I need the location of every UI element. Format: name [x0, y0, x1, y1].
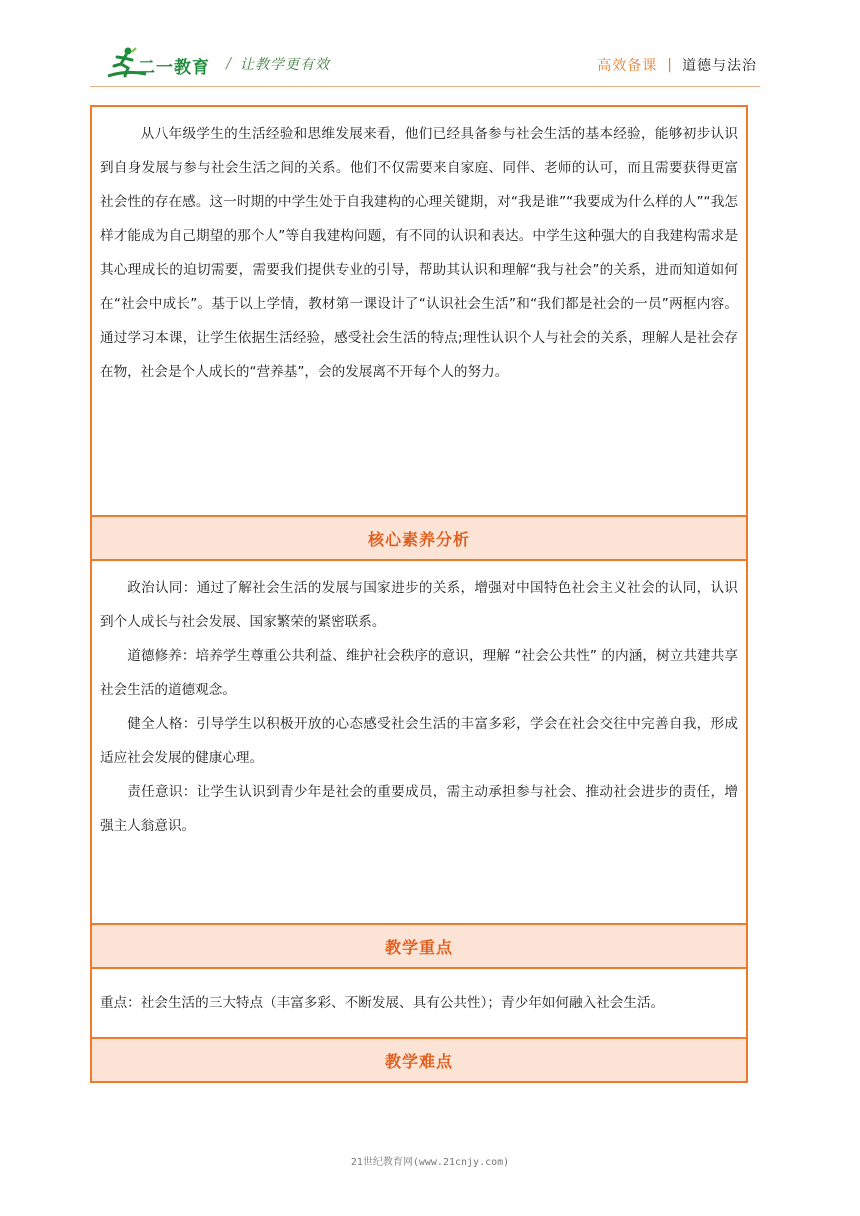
- page-header: [0, 0, 860, 90]
- core-cell: [92, 559, 746, 923]
- core-heading-cell: [92, 515, 746, 559]
- intro-paragraph: 从八年级学生的生活经验和思维发展来看，他们已经具备参与社会生活的基本经验，能够初步认识到自身发展与参与社会生活之间的关系。他们不仅需要来自家庭、同伴、老师的认可，而且需要获得更富社会性的存在感。这一时期的中学生处于自我建构的心理关键期，对“我是谁”“我要成为什么样的人”“我怎样才能成为自己期望的那个人”等自我建构问题，有不同的认识和表达。中学生这种强大的自我建构需求是其心理成长的迫切需要，需要我们提供专业的引导，帮助其认识和理解“我与社会”的关系，进而知道如何在“社会中成长”。基于以上学情，教材第一课设计了“认识社会生活”和“我们都是社会的一员”两框内容。通过学习本课，让学生依据生活经验，感受社会生活的特点;理性认识个人与社会的关系，理解人是社会存在物，社会是个人成长的“营养基”，会的发展离不开每个人的努力。: [100, 126, 738, 380]
- header-divider: [90, 86, 760, 87]
- key-text: 重点：社会生活的三大特点（丰富多彩、不断发展、具有公共性）；青少年如何融入社会生活。: [100, 995, 665, 1011]
- key-heading-cell: [92, 923, 746, 967]
- core-item: 责任意识：让学生认识到青少年是社会的重要成员，需主动承担参与社会、推动社会进步的责任，增强主人翁意识。: [100, 784, 738, 834]
- difficulty-heading-cell: [92, 1037, 746, 1081]
- logo-text: 二一教育: [138, 58, 210, 78]
- core-item: 道德修养：培养学生尊重公共利益、维护社会秩序的意识，理解 “社会公共性” 的内涵，树立共建共享社会生活的道德观念。: [100, 648, 738, 698]
- header-category-separator: |: [667, 57, 672, 73]
- header-category-a: 高效备课: [597, 58, 658, 74]
- key-heading: 教学重点: [384, 937, 453, 957]
- slogan-separator: /: [226, 54, 232, 72]
- intro-cell: [92, 107, 746, 515]
- core-heading: 核心素养分析: [367, 529, 470, 549]
- header-category-b: 道德与法治: [682, 58, 757, 74]
- header-category: [597, 55, 757, 75]
- difficulty-heading: 教学难点: [384, 1051, 453, 1071]
- lesson-table: [90, 105, 748, 1083]
- key-cell: [92, 967, 746, 1037]
- slogan: 让教学更有效: [240, 57, 330, 73]
- page-footer: 21世纪教育网(www.21cnjy.com): [350, 1157, 510, 1168]
- core-item: 政治认同：通过了解社会生活的发展与国家进步的关系，增强对中国特色社会主义社会的认同，认识到个人成长与社会发展、国家繁荣的紧密联系。: [100, 580, 738, 630]
- core-item: 健全人格：引导学生以积极开放的心态感受社会生活的丰富多彩，学会在社会交往中完善自我，形成适应社会发展的健康心理。: [100, 716, 738, 766]
